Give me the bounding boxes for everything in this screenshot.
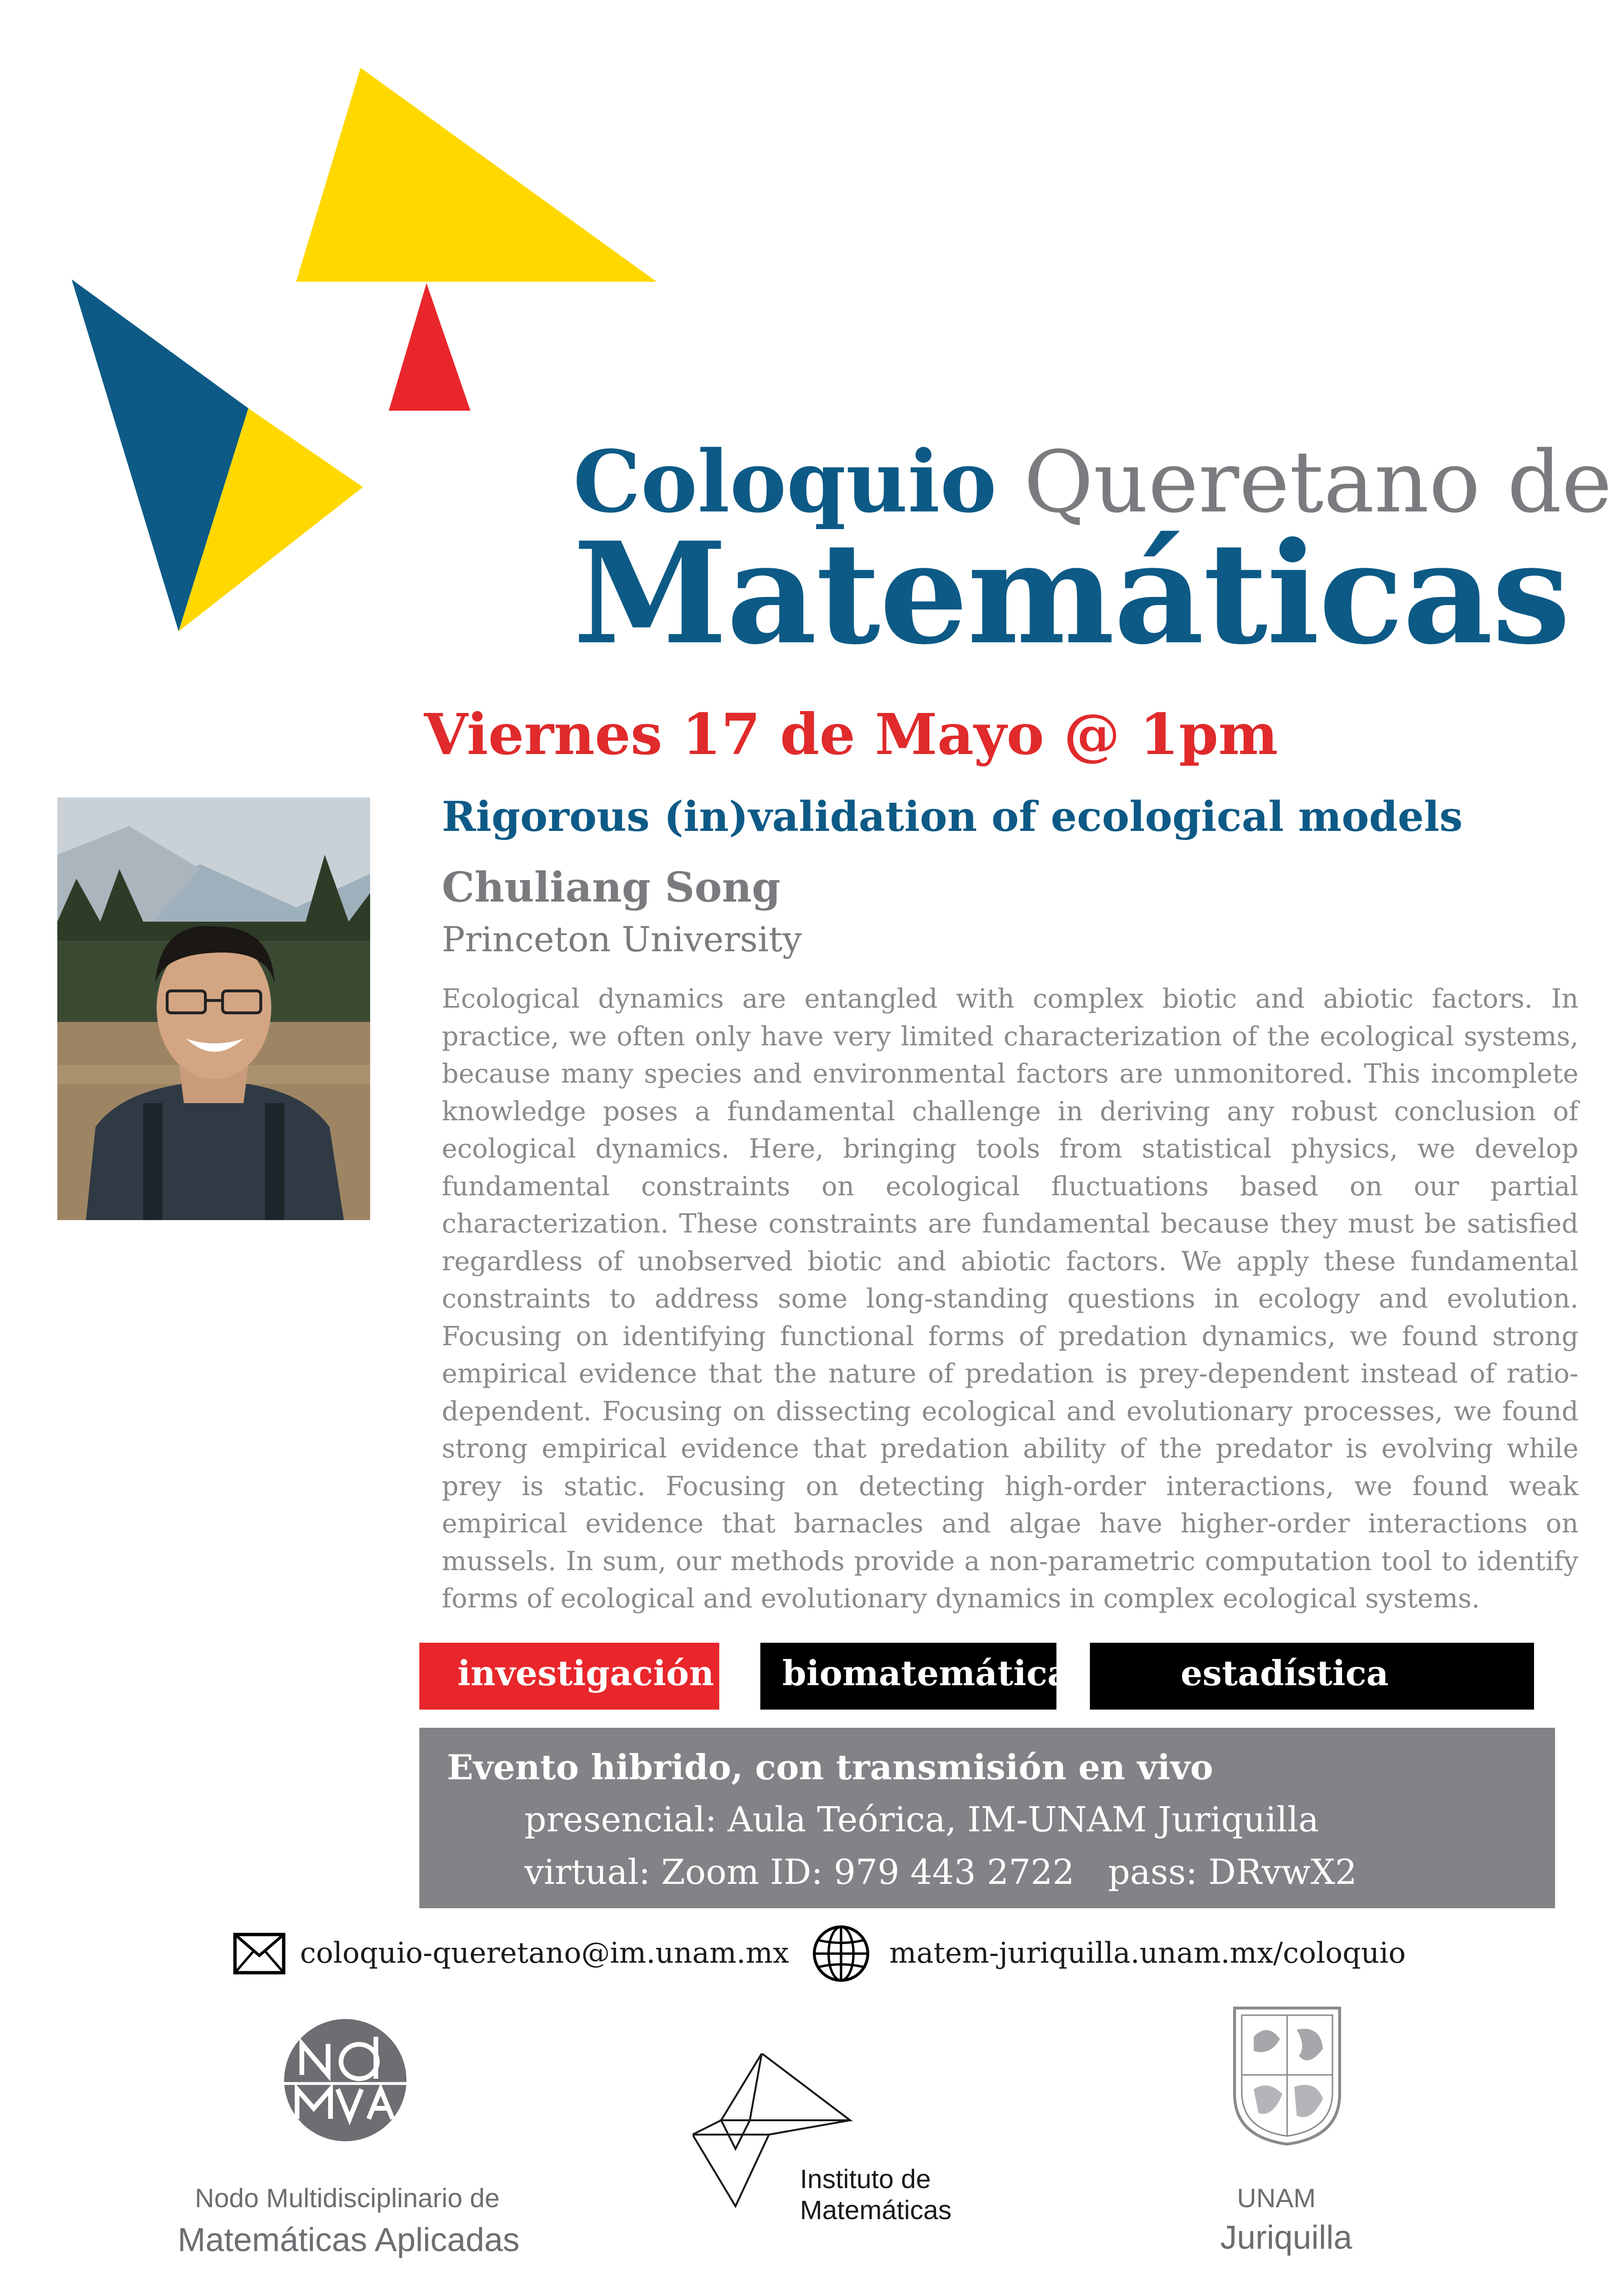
- talk-title: Rigorous (in)validation of ecological models: [442, 793, 1463, 841]
- im-name-line-2: Matemáticas: [800, 2195, 952, 2225]
- nodo-name-line-2: Matemáticas Aplicadas: [178, 2221, 520, 2258]
- tag-investigacion: investigación: [419, 1643, 719, 1710]
- speaker-name: Chuliang Song: [442, 863, 781, 912]
- envelope-icon: [233, 1933, 286, 1975]
- talk-abstract: Ecological dynamics are entangled with complex biotic and abiotic factors. In practice, we often only have very limited characterization of the ecological systems, because many species and environmental factors are unmonitored. This incomplete knowledge poses a fundamental challenge in deriving any robust conclusion of ecological dynamics. Here, bringing tools from statistical physics, we develop fundamental constraints on ecological fluctuations based on our partial characterization. These constraints are fundamental because they must be satisfied regardless of unobserved biotic and abiotic factors. We apply these fundamental constraints to address some long-standing questions in ecology and evolution. Focusing on identifying functional forms of predation dynamics, we found strong empirical evidence that the nature of predation is prey-dependent instead of ratio-dependent. Focusing on dissecting ecological and evolutionary processes, we found strong empirical evidence that predation ability of the predator is evolving while prey is static. Focusing on detecting high-order interactions, we found weak empirical evidence that barnacles and algae have higher-order interactions on mussels. In sum, our methods provide a non-parametric computation tool to identify forms of ecological and evolutionary dynamics in complex ecological systems.: [442, 983, 1578, 1614]
- tag-biomatematica: biomatemática: [760, 1643, 1056, 1710]
- im-name-line-1: Instituto de: [800, 2164, 931, 2194]
- contact-website[interactable]: matem-juriquilla.unam.mx/coloquio: [889, 1936, 1406, 1970]
- unam-name-line-2: Juriquilla: [1220, 2219, 1353, 2256]
- tag-estadistica: estadística: [1090, 1643, 1534, 1710]
- event-date: Viernes 17 de Mayo @ 1pm: [424, 701, 1278, 767]
- speaker-affiliation: Princeton University: [442, 919, 802, 959]
- title-regular: Queretano de: [1023, 433, 1612, 531]
- title-bold: Coloquio: [573, 432, 997, 531]
- unam-seal: [1225, 2003, 1349, 2147]
- contact-email[interactable]: coloquio-queretano@im.unam.mx: [300, 1936, 789, 1970]
- venue-zoom-password: pass: DRvwX2: [1108, 1852, 1357, 1892]
- nodo-logo: [283, 2018, 408, 2143]
- unam-name-line-1: UNAM: [1237, 2183, 1316, 2213]
- venue-box: [419, 1728, 1555, 1908]
- globe-icon: [812, 1924, 870, 1983]
- venue-zoom-id: virtual: Zoom ID: 979 443 2722: [524, 1852, 1075, 1892]
- venue-in-person: presencial: Aula Teórica, IM-UNAM Juriquilla: [524, 1799, 1319, 1839]
- venue-heading: Evento hibrido, con transmisión en vivo: [447, 1747, 1214, 1787]
- title-matematicas: Matemáticas: [573, 511, 1570, 675]
- speaker-photo: [57, 797, 370, 1220]
- nodo-name-line-1: Nodo Multidisciplinario de: [195, 2183, 500, 2213]
